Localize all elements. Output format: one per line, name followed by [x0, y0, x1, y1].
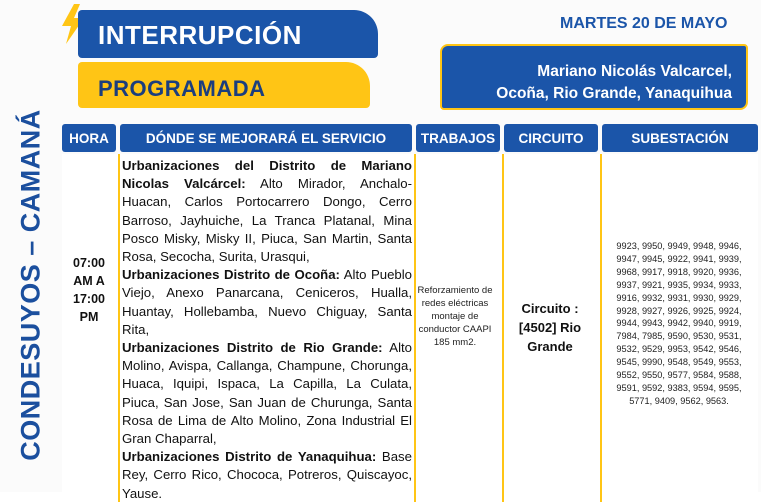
- district-list: Alto Pueblo Viejo, Anexo Panarcana, Ceniceros, Hualla, Huantay, Hollebamba, Nuevo Chiguay, Santa Rita,: [122, 267, 413, 337]
- circuit-line-2: [4502] Rio: [518, 320, 582, 335]
- page-title: INTERRUPCIÓN: [98, 20, 302, 50]
- district-heading: Urbanizaciones del Distrito de Mariano Nicolas Valcárcel:: [122, 158, 412, 192]
- circuit-id: [504, 299, 596, 356]
- affected-areas: [122, 157, 412, 503]
- cell-hora: [62, 154, 118, 502]
- district-heading: Urbanizaciones Distrito de Yanaquihua:: [122, 449, 377, 465]
- time-range: [62, 254, 116, 326]
- work-description: Reforzamiento de redes eléctricas montaje de conductor CAAPI 185 mm2.: [417, 285, 493, 348]
- location-box: [440, 44, 748, 110]
- district-list: Alto Molino, Avispa, Callanga, Champune, Chorunga, Huaca, Iquipi, Ispaca, La Capilla, La Culata, Piuca, San Jose, San Juan de Churunga, Santa Rosa de Lima de Alto Molino, Zona Industrial El Gran Chaparral,: [122, 340, 412, 447]
- event-date: MARTES 20 DE MAYO: [560, 15, 728, 32]
- district-heading: Urbanizaciones Distrito de Ocoña:: [122, 267, 340, 283]
- district-list: Alto Mirador, Anchalo-Huacan, Carlos Portocarrero Dongo, Cerro Barroso, Jayhuiche, La Tranca Platanal, Mina Posco Misky, Misky II, Piuca, San Martin, Santa Rosa, Secocha, Surita, Urasqui,: [122, 176, 412, 265]
- time-end-suffix: PM: [79, 310, 99, 324]
- circuit-line-1: Circuito :: [521, 301, 579, 316]
- time-end: 17:00: [73, 292, 105, 306]
- district-heading: Urbanizaciones Distrito de Rio Grande:: [122, 340, 383, 356]
- time-start: 07:00: [73, 256, 105, 270]
- substation-list: 9923, 9950, 9949, 9948, 9946, 9947, 9945, 9922, 9941, 9939, 9968, 9917, 9918, 9920, 9936, 9937, 9921, 9935, 9934, 9933, 9916, 9932, 9931, 9930, 9929, 9928, 9927, 9926, 9925, 9924, 9944, 9943, 9942, 9940, 9919, 7984, 7985, 9590, 9530, 9531, 9532, 9529, 9953, 9542, 9546, 9545, 9990, 9548, 9549, 9553, 9552, 9550, 9577, 9584, 9588, 9591, 9592, 9383, 9594, 9595, 5771, 9409, 9562, 9563.: [616, 241, 742, 406]
- time-sep: AM A: [73, 274, 105, 288]
- location-line-2: Ocoña, Rio Grande, Yanaquihua: [496, 85, 732, 102]
- header-donde: DÓNDE SE MEJORARÁ EL SERVICIO: [120, 124, 412, 152]
- district-block: [122, 339, 412, 448]
- header-circuito: CIRCUITO: [504, 124, 598, 152]
- header-hora: HORA: [62, 124, 116, 152]
- page-subtitle: PROGRAMADA: [98, 76, 266, 101]
- side-label: [0, 40, 62, 492]
- location-line-1: Mariano Nicolás Valcarcel,: [537, 63, 732, 80]
- district-block: [122, 157, 412, 266]
- header-subestacion: SUBESTACIÓN: [602, 124, 758, 152]
- schedule-table: [62, 124, 758, 501]
- header-trabajos: TRABAJOS: [416, 124, 500, 152]
- circuit-line-3: Grande: [527, 339, 573, 354]
- district-block: [122, 266, 412, 339]
- region-label: CONDESUYOS – CAMANÁ: [15, 109, 46, 461]
- district-block: [122, 448, 412, 503]
- district-list: Base Rey, Cerro Rico, Chococa, Potreros, Quiscayoc, Yause.: [122, 449, 412, 501]
